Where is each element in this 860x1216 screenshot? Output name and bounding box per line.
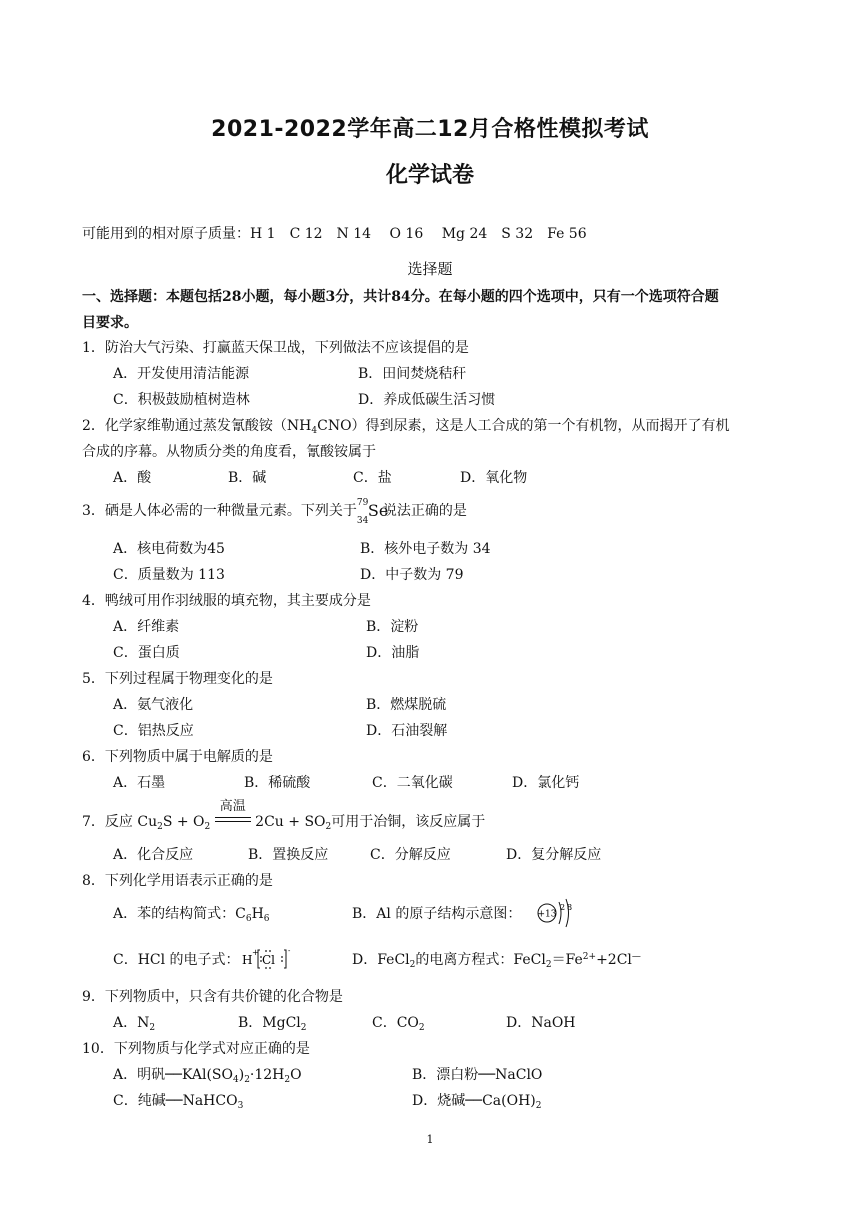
q9-option-a xyxy=(113,1013,155,1033)
q9-option-b xyxy=(238,1013,307,1033)
reaction-condition-label: 高温 xyxy=(219,799,246,814)
exam-title: 2021-2022学年高二12月合格性模拟考试 xyxy=(211,117,649,142)
q5-option-b: B．燃煤脱硫 xyxy=(366,697,447,713)
q8-a-mid: H xyxy=(251,906,264,922)
instruction-line-1: 一、选择题：本题包括28小题，每小题3分，共计84分。在每小题的四个选项中，只有一个选项符合题 xyxy=(82,289,719,305)
q1-option-b: B．田间焚烧秸秆 xyxy=(358,366,467,382)
q7-option-c: C．分解反应 xyxy=(370,847,451,863)
q8-a-sub-2: 6 xyxy=(263,914,270,924)
q3-option-a: A．核电荷数为45 xyxy=(113,541,225,557)
q8-d-sub-1: 2 xyxy=(409,960,416,970)
q10-a-sub-3: 2 xyxy=(284,1075,291,1085)
q3-stem xyxy=(82,498,467,526)
q8-d-mid: 的电离方程式：FeCl xyxy=(415,952,546,968)
q10-stem: 10．下列物质与化学式对应正确的是 xyxy=(82,1041,310,1057)
q4-option-c: C．蛋白质 xyxy=(113,645,180,661)
q7-stem-post: 可用于冶铜，该反应属于 xyxy=(331,814,486,830)
ef-minus: - xyxy=(288,947,291,955)
q5-option-c: C．铝热反应 xyxy=(113,723,194,739)
nuclide-mass-number: 79 xyxy=(356,498,369,508)
q4-option-d: D．油脂 xyxy=(366,645,420,661)
q2-stem-sub: 4 xyxy=(311,426,318,436)
q9-option-c xyxy=(372,1013,425,1033)
q10-a-pre: A．明矾──KAl(SO xyxy=(113,1067,233,1083)
q8-c-pre: C．HCl 的电子式： xyxy=(113,952,240,968)
q8-d-sup-1: 2+ xyxy=(582,952,597,962)
atomic-mass-note: 可能用到的相对原子质量：H 1 C 12 N 14 O 16 Mg 24 S 32 Fe 56 xyxy=(82,226,587,242)
q3-option-d: D．中子数为 79 xyxy=(360,567,464,583)
q2-option-c: C．盐 xyxy=(353,470,392,486)
q10-a-mid: ) xyxy=(238,1067,245,1083)
q10-option-d xyxy=(412,1091,542,1111)
q7-option-d: D．复分解反应 xyxy=(506,847,602,863)
q10-c-pre: C．纯碱──NaHCO xyxy=(113,1093,238,1109)
q4-option-a: A．纤维素 xyxy=(113,619,180,635)
q4-stem: 4．鸭绒可用作羽绒服的填充物，其主要成分是 xyxy=(82,593,371,609)
q9-a-pre: A．N xyxy=(113,1015,150,1031)
q9-stem: 9．下列物质中，只含有共价键的化合物是 xyxy=(82,989,343,1005)
q10-option-c xyxy=(113,1091,243,1111)
q10-a-sub-2: 2 xyxy=(244,1075,250,1085)
hcl-electron-formula-icon xyxy=(240,944,292,972)
instruction-line-2: 目要求。 xyxy=(82,315,138,331)
q2-stem-line-1 xyxy=(82,416,730,436)
q6-stem: 6．下列物质中属于电解质的是 xyxy=(82,749,273,765)
q9-option-d: D．NaOH xyxy=(506,1015,576,1031)
page-number: 1 xyxy=(426,1133,434,1146)
q2-option-a: A．酸 xyxy=(113,470,152,486)
q10-option-b: B．漂白粉──NaClO xyxy=(412,1067,543,1083)
q5-stem: 5．下列过程属于物理变化的是 xyxy=(82,671,273,687)
q2-option-b: B．碱 xyxy=(228,470,267,486)
q9-c-sub: 2 xyxy=(418,1023,425,1033)
q1-stem: 1．防治大气污染、打赢蓝天保卫战，下列做法不应该提倡的是 xyxy=(82,340,469,356)
q10-a-end: O xyxy=(290,1067,302,1083)
q8-d-pre: D．FeCl xyxy=(352,952,410,968)
q7-sub-1: 2 xyxy=(157,822,163,832)
q8-option-d xyxy=(352,950,641,970)
q2-stem-line-2: 合成的序幕。从物质分类的角度看，氰酸铵属于 xyxy=(82,444,376,460)
q1-option-a: A．开发使用清洁能源 xyxy=(113,366,250,382)
ef-chlorine: Cl xyxy=(262,953,276,967)
q6-option-d: D．氯化钙 xyxy=(512,775,580,791)
q7-stem-pre: 7．反应 Cu xyxy=(82,814,158,830)
q2-stem-pre: 2．化学家维勒通过蒸发氰酸铵（NH xyxy=(82,418,312,434)
q8-d-sub-2: 2 xyxy=(545,960,552,970)
q8-option-c xyxy=(113,950,240,970)
q2-option-d: D．氧化物 xyxy=(460,470,528,486)
q7-mid-1: S + O xyxy=(162,814,205,830)
q5-option-a: A．氨气液化 xyxy=(113,697,194,713)
q9-c-pre: C．CO xyxy=(372,1015,419,1031)
q7-mid-2: 2Cu + SO xyxy=(255,814,326,830)
q8-d-sup-2: — xyxy=(631,952,641,962)
nuclide-symbol: Se xyxy=(367,501,389,520)
q6-option-a: A．石墨 xyxy=(113,775,166,791)
aluminum-atom-structure-icon xyxy=(536,896,580,930)
q9-b-pre: B．MgCl xyxy=(238,1015,301,1031)
atom-shell-2-electrons: 8 xyxy=(567,903,573,912)
q10-c-sub: 3 xyxy=(237,1101,244,1111)
q3-stem-post: 说法正确的是 xyxy=(382,503,467,519)
q7-option-b: B．置换反应 xyxy=(248,847,329,863)
q8-stem: 8．下列化学用语表示正确的是 xyxy=(82,873,273,889)
q7-option-a: A．化合反应 xyxy=(113,847,194,863)
ef-hydrogen: H xyxy=(242,953,253,967)
q7-stem xyxy=(82,799,486,832)
q9-a-sub: 2 xyxy=(149,1023,156,1033)
q1-option-c: C．积极鼓励植树造林 xyxy=(113,392,250,408)
q3-stem-pre: 3．硒是人体必需的一种微量元素。下列关于 xyxy=(82,503,357,519)
q2-stem-post: CNO）得到尿素，这是人工合成的第一个有机物，从而揭开了有机 xyxy=(317,418,730,434)
reaction-condition-sign xyxy=(215,799,251,826)
atom-nucleus-charge: +13 xyxy=(537,909,557,920)
q10-option-a xyxy=(113,1065,302,1085)
q8-a-pre: A．苯的结构简式：C xyxy=(113,906,246,922)
selenium-nuclide xyxy=(356,498,389,526)
q6-option-b: B．稀硫酸 xyxy=(244,775,311,791)
q7-sub-3: 2 xyxy=(325,822,332,832)
q8-option-a xyxy=(113,904,270,924)
q10-a-post: ·12H xyxy=(249,1067,285,1083)
q7-sub-2: 2 xyxy=(204,822,211,832)
q3-option-b: B．核外电子数为 34 xyxy=(360,541,491,557)
double-equals-icon xyxy=(215,817,251,822)
exam-subtitle: 化学试卷 xyxy=(385,163,474,188)
nuclide-atomic-number: 34 xyxy=(356,516,369,526)
q5-option-d: D．石油裂解 xyxy=(366,723,448,739)
q9-b-sub: 2 xyxy=(300,1023,307,1033)
q8-d-eq: ＝Fe xyxy=(551,952,583,968)
q10-d-pre: D．烧碱──Ca(OH) xyxy=(412,1093,536,1109)
q8-a-sub-1: 6 xyxy=(245,914,252,924)
q1-option-d: D．养成低碳生活习惯 xyxy=(358,392,496,408)
q8-option-b xyxy=(352,904,521,924)
ef-plus: + xyxy=(252,948,259,957)
section-title: 选择题 xyxy=(407,260,453,278)
q8-d-mid-2: +2Cl xyxy=(596,952,632,968)
q10-d-sub: 2 xyxy=(535,1101,542,1111)
q8-b-pre: B．Al 的原子结构示意图： xyxy=(352,906,522,922)
q3-option-c: C．质量数为 113 xyxy=(113,567,225,583)
atom-shell-1-electrons: 2 xyxy=(560,903,566,912)
q6-option-c: C．二氧化碳 xyxy=(372,775,453,791)
q4-option-b: B．淀粉 xyxy=(366,619,419,635)
q10-a-sub-1: 4 xyxy=(232,1075,239,1085)
